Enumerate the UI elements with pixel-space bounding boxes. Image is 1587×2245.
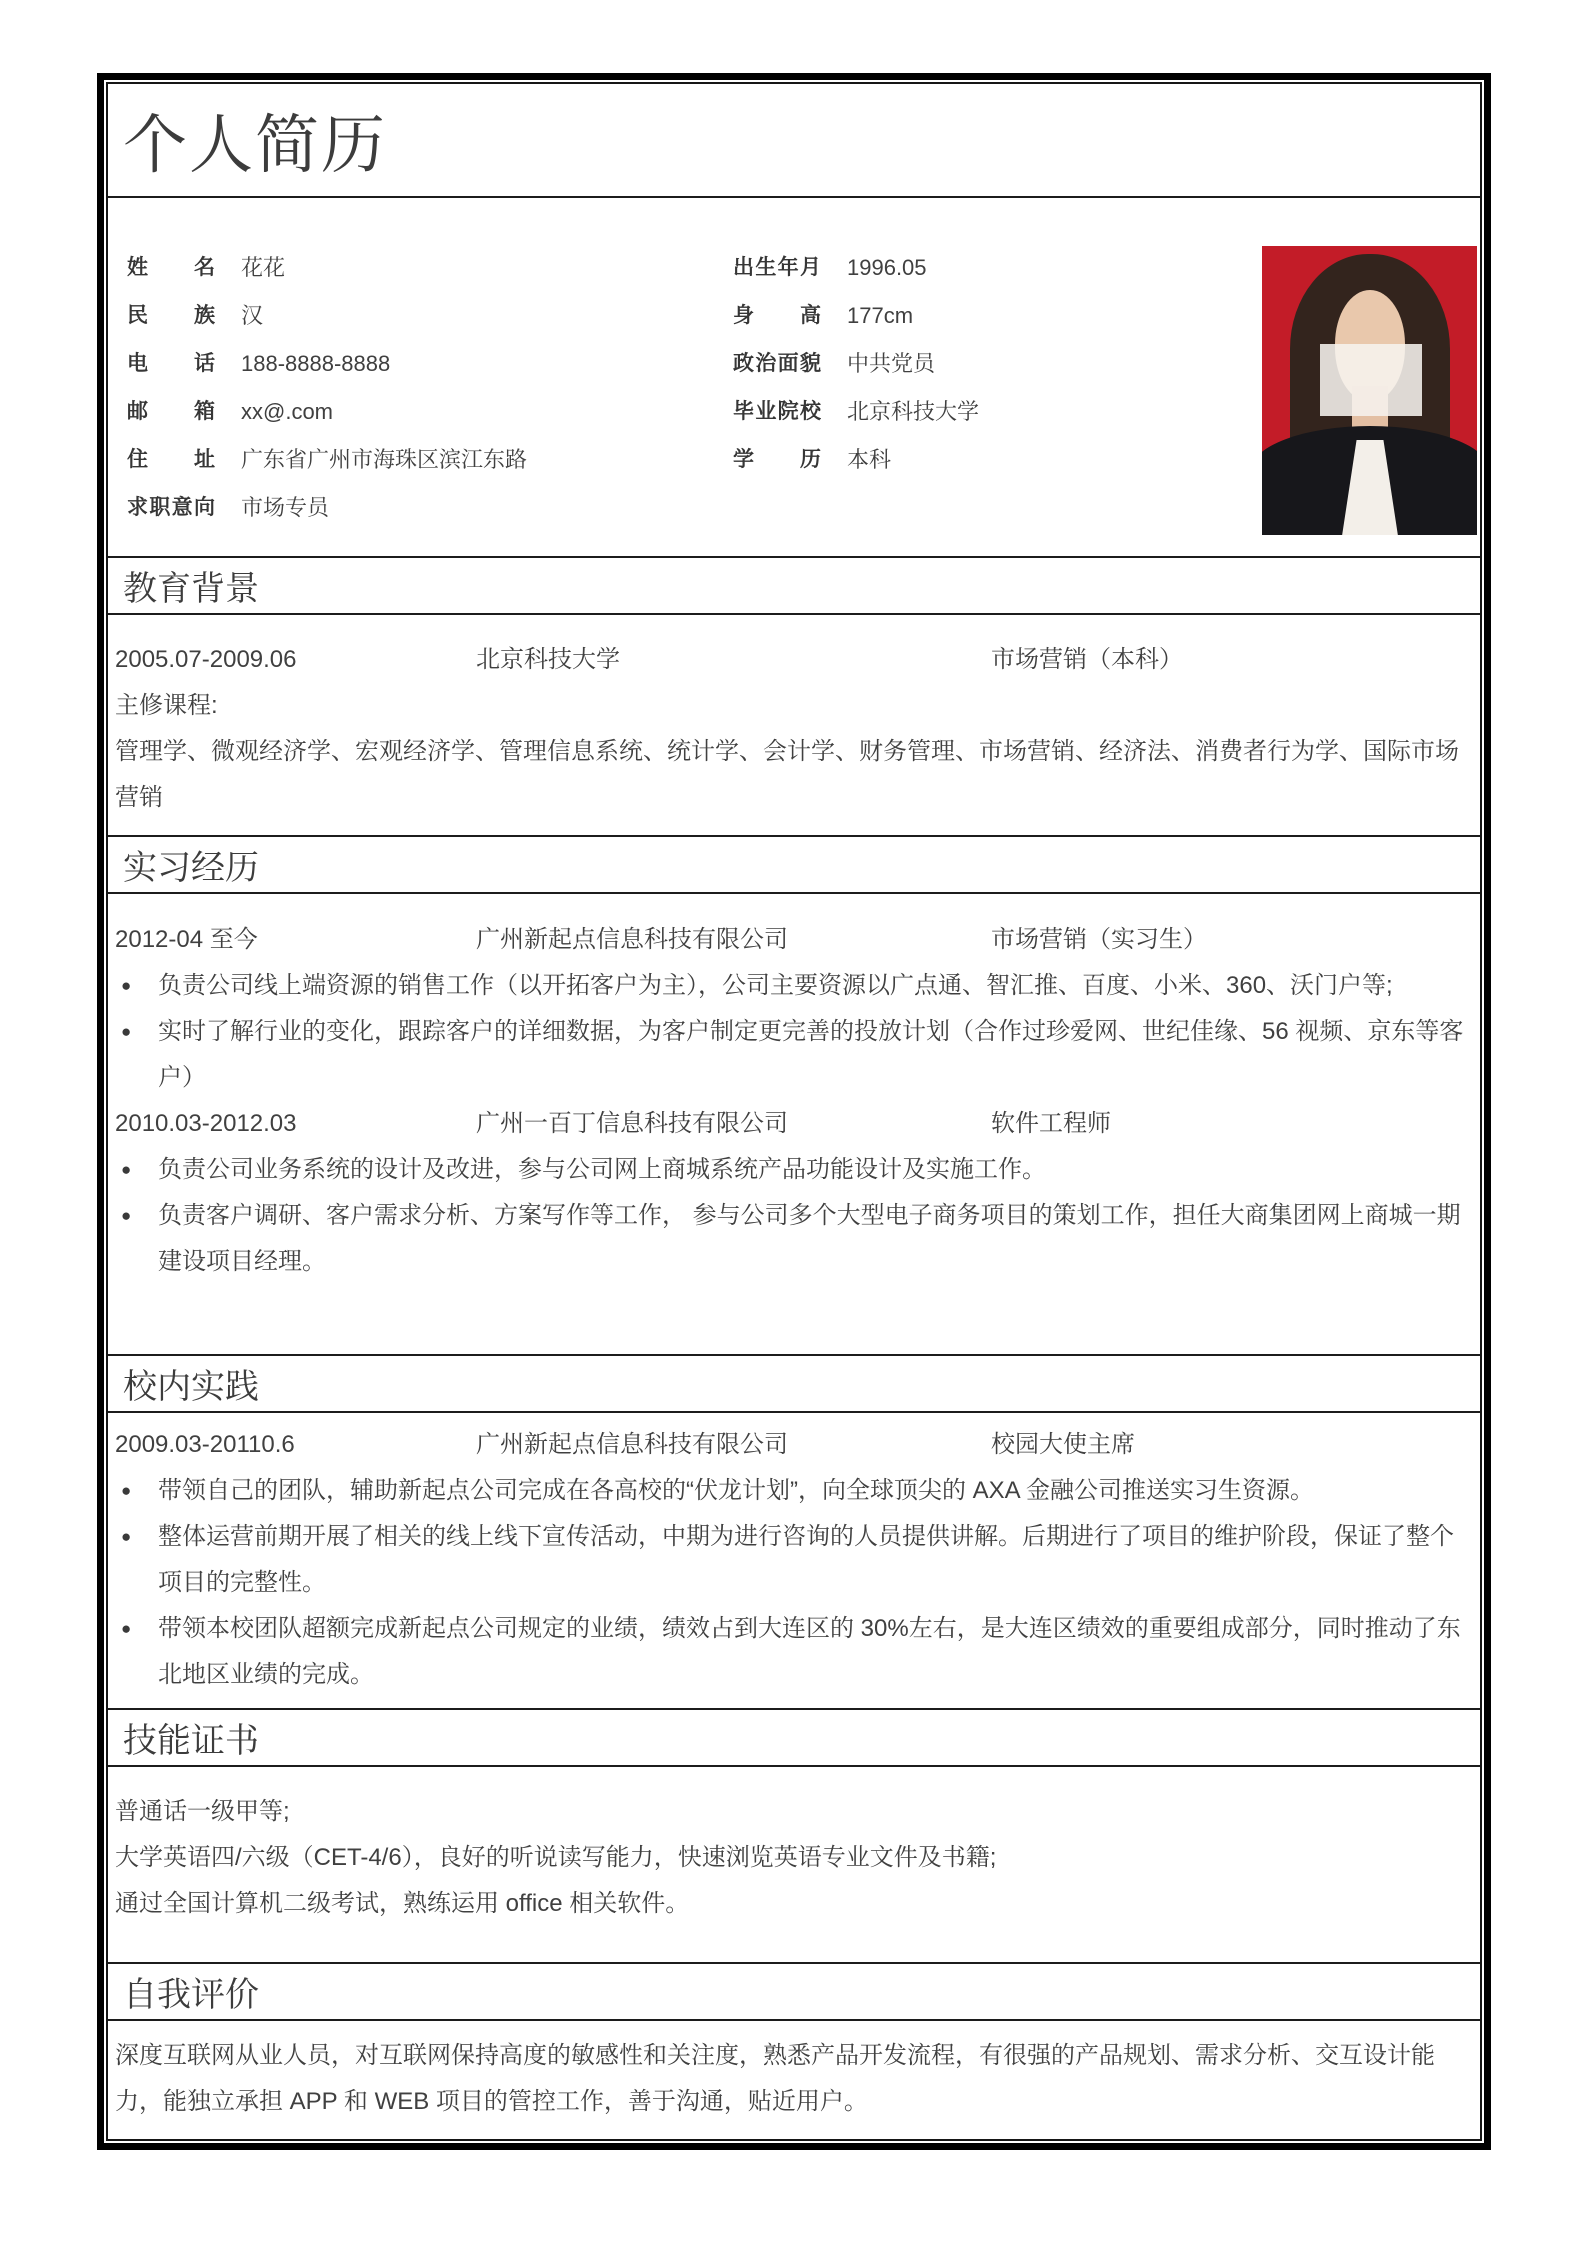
skill-item: 普通话一级甲等; [115,1798,290,1825]
info-value: 市场专员 [241,495,330,520]
job-company: 广州新起点信息科技有限公司 [476,926,788,953]
skill-item: 通过全国计算机二级考试，熟练运用 office 相关软件。 [115,1890,690,1917]
bullet-text: 带领自己的团队，辅助新起点公司完成在各高校的“伏龙计划”，向全球顶尖的 AXA 金融公司推送实习生资源。 [158,1477,1315,1504]
bullet-icon: ● [121,1160,132,1179]
info-label: 电话 [127,352,215,375]
info-label: 身高 [733,304,821,327]
info-row-address [127,436,733,484]
section-campus [108,1413,1480,1708]
info-value: 北京科技大学 [847,399,980,424]
bullet-icon: ● [121,1481,132,1500]
bullet-text: 整体运营前期开展了相关的线上线下宣传活动，中期为进行咨询的人员提供讲解。后期进行了项目的维护阶段，保证了整个项目的完整性。 [158,1523,1454,1596]
job-row [115,917,1473,963]
info-label: 住址 [127,448,215,471]
info-value: 本科 [847,447,892,472]
info-label: 学历 [733,448,821,471]
section-heading-education: 教育背景 [108,556,1480,615]
info-value: 中共党员 [847,351,936,376]
education-major: 市场营销（本科） [991,646,1183,673]
job-bullet [115,963,1473,1009]
courses-label: 主修课程: [115,692,218,719]
job-position: 校园大使主席 [991,1431,1135,1458]
bullet-text: 负责客户调研、客户需求分析、方案写作等工作， 参与公司多个大型电子商务项目的策划工作，担任大商集团网上商城一期建设项目经理。 [158,1202,1461,1275]
info-value: 汉 [241,303,264,328]
info-label: 邮箱 [127,400,215,423]
info-row-name [127,244,733,292]
bullet-text: 带领本校团队超额完成新起点公司规定的业绩，绩效占到大连区的 30%左右，是大连区绩效的重要组成部分，同时推动了东北地区业绩的完成。 [158,1615,1461,1688]
job-row [115,1422,1473,1468]
info-label: 民族 [127,304,215,327]
skill-item: 大学英语四/六级（CET-4/6），良好的听说读写能力，快速浏览英语专业文件及书籍; [115,1844,997,1871]
courses-list: 管理学、微观经济学、宏观经济学、管理信息系统、统计学、会计学、财务管理、市场营销、经济法、消费者行为学、国际市场营销 [115,738,1459,811]
job-bullet [115,1468,1473,1514]
bullet-icon: ● [121,1206,132,1225]
bullet-icon: ● [121,1527,132,1546]
section-heading-self-evaluation: 自我评价 [108,1962,1480,2021]
section-education [108,615,1480,835]
section-heading-skills: 技能证书 [108,1708,1480,1767]
section-internship [108,894,1480,1354]
bullet-icon: ● [121,976,132,995]
job-bullet [115,1606,1473,1698]
education-row [115,637,1473,683]
info-label: 姓名 [127,256,215,279]
section-heading-campus: 校内实践 [108,1354,1480,1413]
info-value: 177cm [847,303,914,328]
personal-info-left-column [127,244,733,532]
self-evaluation-text: 深度互联网从业人员，对互联网保持高度的敏感性和关注度，熟悉产品开发流程，有很强的产品规划、需求分析、交互设计能力，能独立承担 APP 和 WEB 项目的管控工作，善于沟通，贴近用户。 [115,2042,1435,2115]
personal-info-section [108,198,1480,556]
info-value: 花花 [241,255,286,280]
job-bullet [115,1147,1473,1193]
job-row [115,1101,1473,1147]
bullet-icon: ● [121,1022,132,1041]
education-school: 北京科技大学 [476,646,620,673]
info-label: 毕业院校 [733,400,821,423]
info-row-email [127,388,733,436]
job-position: 市场营销（实习生） [991,926,1207,953]
info-label: 求职意向 [127,496,215,519]
info-value: 广东省广州市海珠区滨江东路 [241,447,528,472]
info-value: 188-8888-8888 [241,351,391,376]
job-date: 2009.03-20110.6 [115,1431,295,1458]
bullet-text: 实时了解行业的变化，跟踪客户的详细数据，为客户制定更完善的投放计划（合作过珍爱网、世纪佳缘、56 视频、京东等客户） [158,1018,1464,1091]
job-company: 广州新起点信息科技有限公司 [476,1431,788,1458]
info-value: xx@.com [241,399,334,424]
page-title: 个人简历 [108,84,1480,198]
job-company: 广州一百丁信息科技有限公司 [476,1110,788,1137]
bullet-icon: ● [121,1619,132,1638]
info-label: 政治面貌 [733,352,821,375]
info-label: 出生年月 [733,256,821,279]
job-bullet [115,1193,1473,1285]
resume-document [97,73,1491,2150]
job-date: 2012-04 至今 [115,926,258,953]
info-row-ethnicity [127,292,733,340]
bullet-text: 负责公司业务系统的设计及改进，参与公司网上商城系统产品功能设计及实施工作。 [158,1156,1046,1183]
education-date: 2005.07-2009.06 [115,646,297,673]
id-photo [1262,246,1477,535]
resume-inner-frame [106,82,1482,2141]
section-self-evaluation [108,2021,1480,2139]
photo-face-blur [1320,344,1422,416]
section-heading-internship: 实习经历 [108,835,1480,894]
info-row-job-intention [127,484,733,532]
bullet-text: 负责公司线上端资源的销售工作（以开拓客户为主），公司主要资源以广点通、智汇推、百度、小米、360、沃门户等; [158,972,1393,999]
job-position: 软件工程师 [991,1110,1111,1137]
job-bullet [115,1009,1473,1101]
info-value: 1996.05 [847,255,927,280]
section-skills [108,1767,1480,1962]
info-row-phone [127,340,733,388]
job-date: 2010.03-2012.03 [115,1110,297,1137]
job-bullet [115,1514,1473,1606]
